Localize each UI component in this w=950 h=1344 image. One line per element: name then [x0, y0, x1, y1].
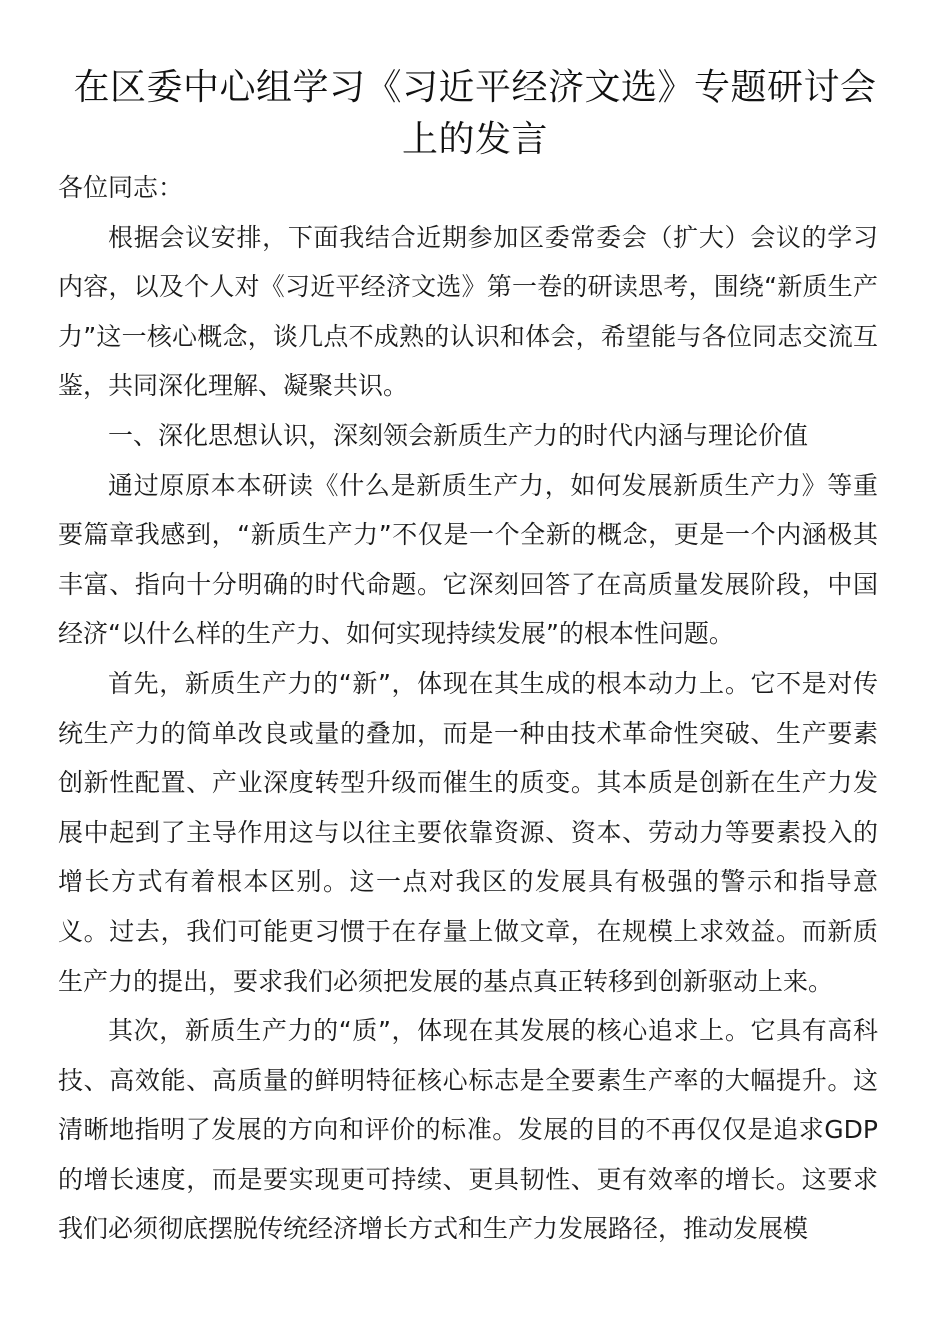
paragraph-reading: 通过原原本本研读《什么是新质生产力，如何发展新质生产力》等重要篇章我感到，“新质生产力”不仅是一个全新的概念，更是一个内涵极其丰富、指向十分明确的时代命题。它深刻回答了在高质量发展阶段，中国经济“以什么样的生产力、如何实现持续发展”的根本性问题。	[58, 470, 878, 649]
paragraph-intro: 根据会议安排，下面我结合近期参加区委常委会（扩大）会议的学习内容，以及个人对《习近平经济文选》第一卷的研读思考，围绕“新质生产力”这一核心概念，谈几点不成熟的认识和体会，希望能与各位同志交流互鉴，共同深化理解、凝聚共识。	[58, 222, 878, 401]
paragraph-second-point: 其次，新质生产力的“质”，体现在其发展的核心追求上。它具有高科技、高效能、高质量的鲜明特征核心标志是全要素生产率的大幅提升。这清晰地指明了发展的方向和评价的标准。发展的目的不再仅仅是追求GDP的增长速度，而是要实现更可持续、更具韧性、更有效率的增长。这要求我们必须彻底摆脱传统经济增长方式和生产力发展路径，推动发展模	[58, 1016, 878, 1244]
section-heading-1: 一、深化思想认识，深刻领会新质生产力的时代内涵与理论价值	[108, 420, 809, 450]
document-body	[58, 163, 878, 1254]
paragraph-first-point: 首先，新质生产力的“新”，体现在其生成的根本动力上。它不是对传统生产力的简单改良或量的叠加，而是一种由技术革命性突破、生产要素创新性配置、产业深度转型升级而催生的质变。其本质是创新在生产力发展中起到了主导作用这与以往主要依靠资源、资本、劳动力等要素投入的增长方式有着根本区别。这一点对我区的发展具有极强的警示和指导意义。过去，我们可能更习惯于在存量上做文章，在规模上求效益。而新质生产力的提出，要求我们必须把发展的基点真正转移到创新驱动上来。	[58, 668, 878, 996]
document-title: 在区委中心组学习《习近平经济文选》专题研讨会上的发言	[73, 67, 877, 160]
salutation: 各位同志：	[58, 173, 184, 202]
